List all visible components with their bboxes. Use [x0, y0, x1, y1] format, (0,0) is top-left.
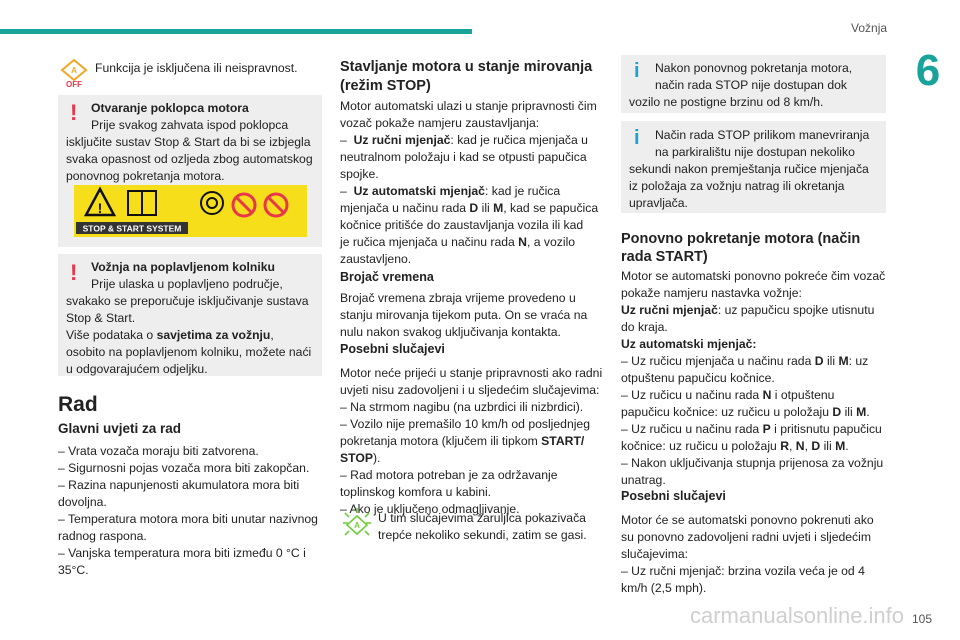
stop-auto-line: kočnice pritišće do zaustavljanja vozila ili kad: [340, 218, 584, 232]
warning-flood-line: Stop & Start.: [66, 311, 136, 325]
stop-start-warning-label: [74, 185, 307, 237]
stop-manual-line: neutralnom položaju i kad se otpusti papučica: [340, 150, 587, 164]
restart-line: pokaže namjeru nastavka vožnje:: [621, 286, 802, 300]
timer-title: Brojač vremena: [340, 270, 434, 284]
restart-line: – Uz ručicu u načinu rada N i otpuštenu: [621, 388, 835, 402]
stop-mode-title: Stavljanje motora u stanje mirovanja: [340, 59, 593, 75]
special-case-line: pokretanja motora (ključem ili tipkom START/: [340, 434, 585, 448]
stop-intro-line: Motor automatski ulazi u stanje pripravnosti čim: [340, 99, 597, 113]
eco-indicator-icon: [342, 507, 372, 541]
special-case-line: Motor neće prijeći u stanje pripravnosti ako radni: [340, 366, 603, 380]
restart-line: do kraja.: [621, 320, 668, 334]
restart-line: – Uz ručicu mjenjača u načinu rada D ili M: uz: [621, 354, 869, 368]
stop-auto-line: – Uz automatski mjenjač: kad je ručica: [340, 184, 561, 198]
special-cases-title: Posebni slučajevi: [340, 342, 445, 356]
header-title: Vožnja: [851, 21, 888, 35]
warning-flood-line: Prije ulaska u poplavljeno područje,: [91, 277, 283, 291]
condition-line: – Sigurnosni pojas vozača mora biti zakopčan.: [58, 461, 310, 475]
off-indicator-icon: [60, 58, 88, 88]
warning-hood-line: ponovnog pokretanja motora.: [66, 169, 225, 183]
svg-text:A: A: [354, 521, 360, 530]
condition-line: – Temperatura motora mora biti unutar nazivnog: [58, 512, 318, 526]
watermark: carmanualsonline.info: [690, 603, 905, 628]
restart-line: kočnice: uz ručicu u položaju R, N, D ili M.: [621, 439, 849, 453]
restart-special-line: slučajevima:: [621, 547, 689, 561]
warning-flood-line: u odgovarajućem odjeljku.: [66, 362, 208, 376]
warning-hood-line: isključite sustav Stop & Start da bi se izbjegla: [66, 135, 311, 149]
warning-icon: !: [70, 260, 78, 285]
top-accent-bar: [0, 29, 472, 34]
timer-line: Brojač vremena zbraja vrijeme provedeno u: [340, 291, 576, 305]
condition-line: – Vanjska temperatura mora biti između 0 °C i: [58, 546, 306, 560]
restart-title-2: rada START): [621, 249, 708, 265]
restart-line: – Uz ručicu u načinu rada P i pritisnutu papučicu: [621, 422, 882, 436]
special-case-line: – Vozilo nije premašilo 10 km/h od posljednjeg: [340, 417, 590, 431]
warning-hood-line: Prije svakog zahvata ispod poklopca: [91, 118, 289, 132]
restart-line: otpuštenu papučicu kočnice.: [621, 371, 775, 385]
info-line: Nakon ponovnog pokretanja motora,: [655, 61, 853, 75]
condition-line: – Razina napunjenosti akumulatora mora biti: [58, 478, 300, 492]
special-case-line: toplinskog komfora u kabini.: [340, 485, 492, 499]
info-line: na parkiralištu nije dostupan nekoliko: [655, 145, 855, 159]
info-line: vozilo ne postigne brzinu od 8 km/h.: [629, 95, 824, 109]
special-case-line: uvjeti nisu zadovoljeni i u sljedećim slučajevima:: [340, 383, 600, 397]
stop-auto-line: zaustavljeno.: [340, 252, 412, 266]
restart-special-title: Posebni slučajevi: [621, 489, 726, 503]
restart-line: Uz automatski mjenjač:: [621, 337, 757, 351]
eco-note-line: U tim slučajevima žaruljica pokazivača: [378, 511, 586, 525]
restart-line: Uz ručni mjenjač: uz papučicu spojke utisnutu: [621, 303, 875, 317]
info-icon: i: [634, 60, 640, 82]
warning-flood-more: Više podataka o savjetima za vožnju,: [66, 328, 274, 342]
info-line: sekundi nakon premještanja ručice mjenjača: [629, 162, 869, 176]
restart-line: – Nakon uključivanja stupnja prijenosa za vožnju: [621, 456, 884, 470]
restart-special-line: – Uz ručni mjenjač: brzina vozila veća je od 4: [621, 564, 865, 578]
page-number: 105: [912, 612, 933, 626]
restart-special-line: Motor će se automatski ponovno pokrenuti ako: [621, 513, 874, 527]
stop-manual-line: spojke.: [340, 167, 379, 181]
eco-note-line: trepće nekoliko sekundi, zatim se gasi.: [378, 528, 587, 542]
timer-line: stanju mirovanja tijekom puta. On se vraća na: [340, 308, 588, 322]
stop-auto-line: mjenjača u načinu rada D ili M, kad se papučica: [340, 201, 599, 215]
warning-icon: !: [70, 100, 78, 125]
special-case-line: – Ako je uključeno odmagljivanje.: [340, 502, 520, 516]
restart-line: papučicu kočnice: uz ručicu u položaju D ili M.: [621, 405, 870, 419]
warning-flood-line: osobito na poplavljenom kolniku, možete naći: [66, 345, 312, 359]
condition-line: 35°C.: [58, 563, 89, 577]
restart-special-line: su ponovno zadovoljeni radni uvjeti i sljedećim: [621, 530, 871, 544]
info-icon: i: [634, 127, 640, 149]
stop-auto-line: je ručica mjenjača u načinu rada N, a vozilo: [340, 235, 576, 249]
restart-line: unatrag.: [621, 473, 666, 487]
section-title-rad: Rad: [58, 393, 98, 416]
belt-pulley-icon: [201, 192, 223, 214]
special-case-line: – Rad motora potreban je za održavanje: [340, 468, 558, 482]
restart-line: Motor se automatski ponovno pokreće čim vozač: [621, 269, 886, 283]
off-badge-text: OFF: [66, 80, 82, 88]
restart-special-line: km/h (2,5 mph).: [621, 581, 707, 595]
warning-hood-line: svaka opasnost od ozljeda zbog automatskog: [66, 152, 313, 166]
subsection-title: Glavni uvjeti za rad: [58, 421, 182, 436]
chapter-number: 6: [915, 46, 941, 95]
svg-text:!: !: [97, 200, 103, 216]
info-line: upravljača.: [629, 196, 688, 210]
timer-line: nulu nakon svakog uključivanja kontakta.: [340, 325, 561, 339]
restart-title: Ponovno pokretanje motora (način: [621, 231, 861, 247]
stop-mode-title-2: (režim STOP): [340, 78, 431, 94]
special-case-line: STOP).: [340, 451, 381, 465]
stop-intro-line: vozač pokaže namjeru zaustavljanja:: [340, 116, 540, 130]
warning-hood-title: Otvaranje poklopca motora: [91, 101, 249, 115]
info-line: Način rada STOP prilikom manevriranja: [655, 128, 870, 142]
condition-line: radnog raspona.: [58, 529, 147, 543]
condition-line: – Vrata vozača moraju biti zatvorena.: [58, 444, 259, 458]
off-note-text: Funkcija je isključena ili neispravnost.: [95, 61, 298, 75]
warning-flood-line: svakako se preporučuje isključivanje sustava: [66, 294, 309, 308]
svg-text:A: A: [71, 66, 77, 75]
stop-manual-line: – Uz ručni mjenjač: kad je ručica mjenjača u: [340, 133, 588, 147]
info-line: iz položaja za vožnju natrag ili okretanja: [629, 179, 845, 193]
info-line: način rada STOP nije dostupan dok: [655, 78, 847, 92]
condition-line: dovoljna.: [58, 495, 107, 509]
label-text: STOP & START SYSTEM: [82, 223, 182, 234]
warning-flood-title: Vožnja na poplavljenom kolniku: [91, 260, 275, 274]
special-case-line: – Na strmom nagibu (na uzbrdici ili nizbrdici).: [340, 400, 584, 414]
